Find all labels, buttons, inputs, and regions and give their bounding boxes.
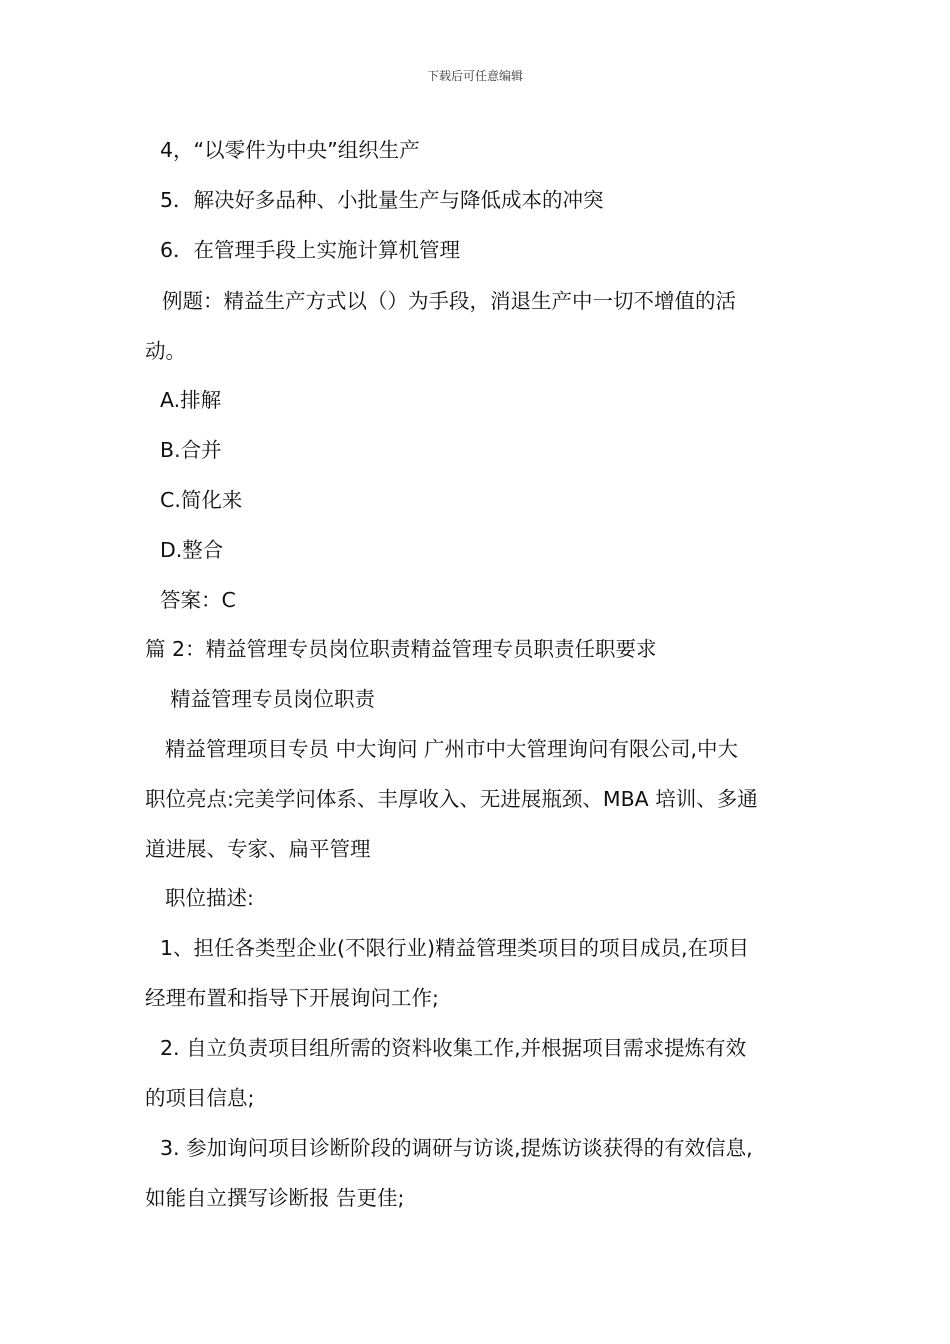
text-line: 6．在管理手段上实施计算机管理 <box>160 238 461 262</box>
example-question-cont: 动。 <box>145 339 186 363</box>
option-a: A.排解 <box>160 388 222 412</box>
subsection-title: 精益管理专员岗位职责 <box>170 687 375 711</box>
text-line: 4，“以零件为中央”组织生产 <box>160 138 420 162</box>
text-line: 3. 参加询问项目诊断阶段的调研与访谈,提炼访谈获得的有效信息, <box>160 1136 753 1160</box>
text-line: 道进展、专家、扁平管理 <box>145 837 371 861</box>
text-line: 1、担任各类型企业(不限行业)精益管理类项目的项目成员,在项目 <box>160 936 750 960</box>
page-header-note: 下载后可任意编辑 <box>426 69 523 83</box>
section-title: 篇 2：精益管理专员岗位职责精益管理专员职责任职要求 <box>145 637 657 661</box>
text-line: 5．解决好多品种、小批量生产与降低成本的冲突 <box>160 188 604 212</box>
text-line: 如能自立撰写诊断报 告更佳; <box>145 1186 405 1210</box>
option-d: D.整合 <box>160 538 224 562</box>
text-line: 2. 自立负责项目组所需的资料收集工作,并根据项目需求提炼有效 <box>160 1036 747 1060</box>
option-c: C.简化来 <box>160 488 243 512</box>
example-question: 例题：精益生产方式以（）为手段，消退生产中一切不增值的活 <box>162 289 736 313</box>
text-line: 经理布置和指导下开展询问工作; <box>145 986 439 1010</box>
job-description-heading: 职位描述: <box>165 886 254 910</box>
option-b: B.合并 <box>160 438 222 462</box>
text-line: 的项目信息; <box>145 1086 255 1110</box>
text-line: 精益管理项目专员 中大询问 广州市中大管理询问有限公司,中大 <box>165 737 739 761</box>
answer: 答案：C <box>160 588 236 612</box>
text-line: 职位亮点:完美学问体系、丰厚收入、无进展瓶颈、MBA 培训、多通 <box>145 787 758 811</box>
